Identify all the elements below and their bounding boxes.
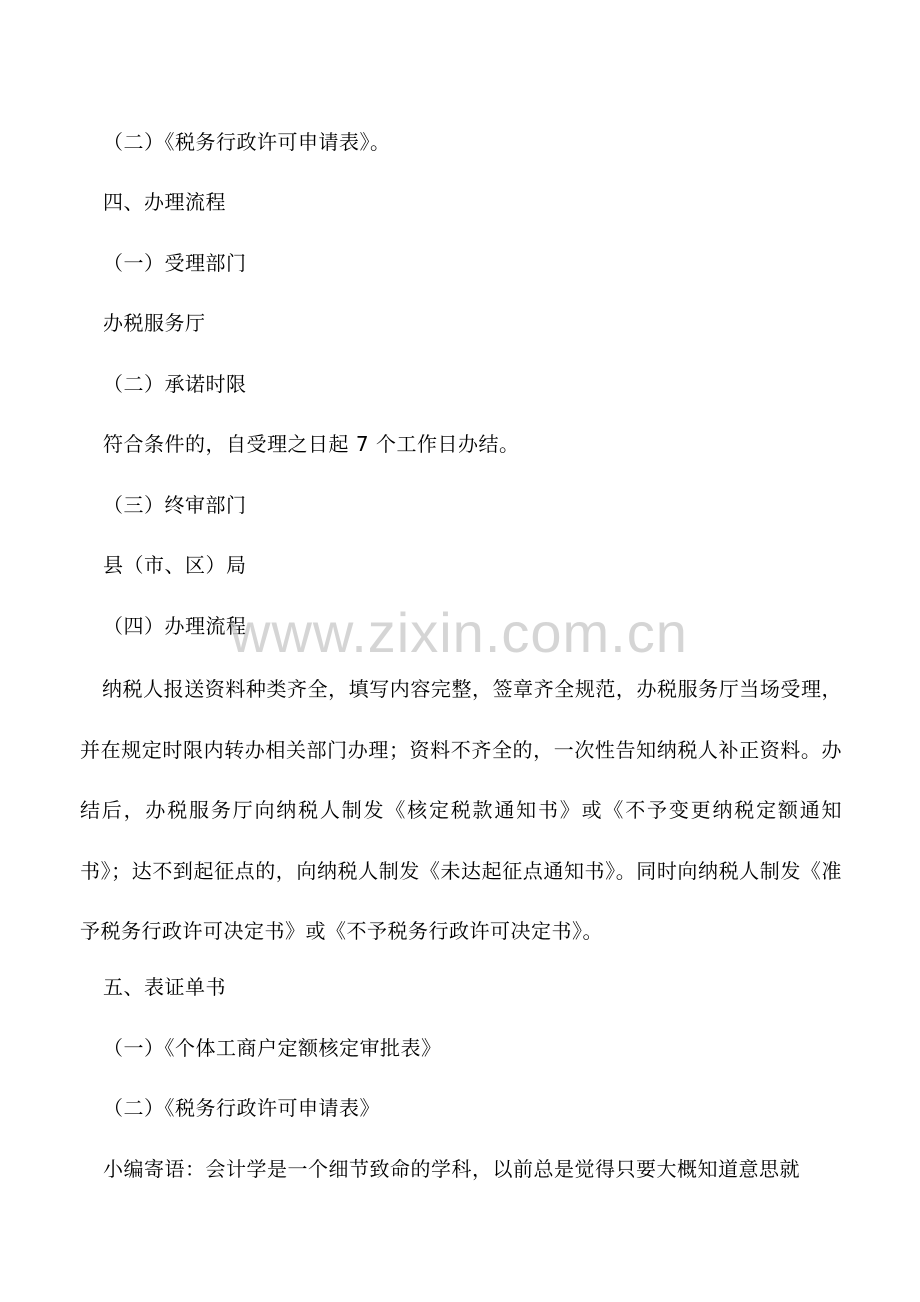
doc-line-form-item-1b: （一）《个体工商户定额核定审批表》 <box>103 1036 442 1060</box>
doc-line-service-hall: 办税服务厅 <box>103 311 206 335</box>
section-heading-procedure: 四、办理流程 <box>103 190 226 214</box>
subheading-procedure: （四）办理流程 <box>103 614 247 638</box>
subheading-time-limit: （二）承诺时限 <box>103 372 247 396</box>
section-heading-forms: 五、表证单书 <box>103 975 226 999</box>
subheading-accepting-dept: （一）受理部门 <box>103 251 247 275</box>
subheading-final-review-dept: （三）终审部门 <box>103 493 247 517</box>
process-paragraph: 纳税人报送资料种类齐全，填写内容完整，签章齐全规范，办税服务厅当场受理，并在规定时限内转办相关部门办理；资料不齐全的，一次性告知纳税人补正资料。办结后，办税服务厅向纳税人制发《核定税款通知书》或《不予变更纳税定额通知书》；达不到起征点的，向纳税人制发《未达起征点通知书》。同时向纳税人制发《准予税务行政许可决定书》或《不予税务行政许可决定书》。 <box>80 677 842 943</box>
doc-line-form-item-2: （二）《税务行政许可申请表》。 <box>103 130 391 154</box>
doc-line-county-bureau: 县（市、区）局 <box>103 553 247 577</box>
doc-line-editor-note: 小编寄语：会计学是一个细节致命的学科，以前总是觉得只要大概知道意思就 <box>103 1157 800 1181</box>
watermark: www.zixin.com.cn <box>230 601 688 664</box>
doc-line-form-item-2b: （二）《税务行政许可申请表》 <box>103 1096 380 1120</box>
doc-line-time-limit-text: 符合条件的，自受理之日起 7 个工作日办结。 <box>103 432 520 456</box>
